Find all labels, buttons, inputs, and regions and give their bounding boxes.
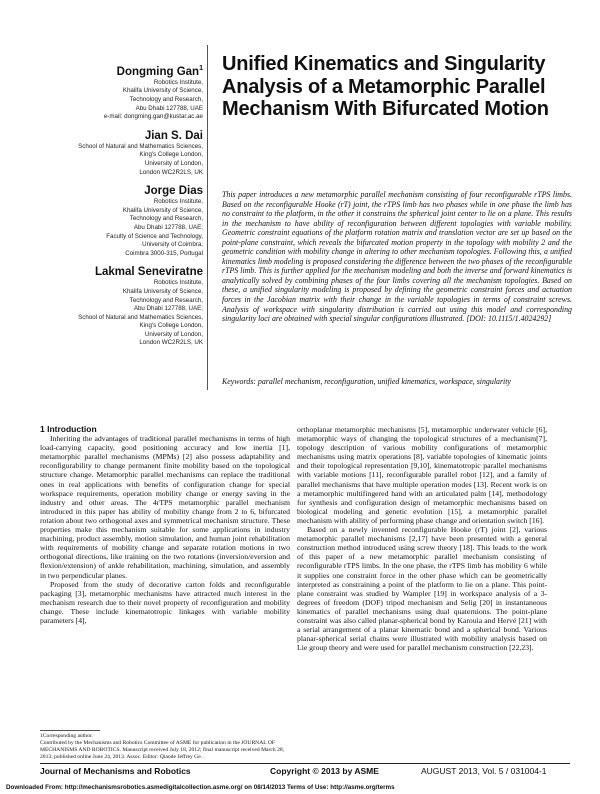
- author-affiliation-line: School of Natural and Mathematics Sciences,: [78, 313, 203, 321]
- author-affiliation-line: London WC2R2LS, UK: [139, 339, 203, 347]
- footer-issue: AUGUST 2013, Vol. 5 / 031004-1: [421, 766, 547, 776]
- abstract: This paper introduces a new metamorphic parallel mechanism consisting of four reconfigurable rTPS limbs. Based on the reconfigurable Hooke (rT) joint, the rTPS limb has two phases while in one phase the limb has no constraint to the platform, in the other it constrains the spherical joint center to lie on a plane. This results in the mechanism to have ability of reconfiguration between different topologies with variable mobility. Geometric constraint equations of the platform rotation matrix and translation vector are set up based on the point-plane constraint, which reveals the bifurcated motion property in the topology with mobility 2 and the geometric condition with mobility change in altering to other mechanism topologies. Following this, a unified kinematics limb modeling is proposed considering the difference between the two phases of the reconfigurable rTPS limb. This is further applied for the mechanism modeling and both the inverse and forward kinematics is analytically solved by combining phases of the four limbs covering all the mechanism topologies. Based on these, a unified singularity modeling is proposed by defining the geometric constraint forces and actuation forces in the Jacobian matrix with their change in the variable topologies in terms of constraint screws. Analysis of workspace with singularity distribution is carried out using this model and corresponding singularity loci are obtained with special singular configurations illustrated. [DOI: 10.1115/1.4024292]: [222, 190, 572, 324]
- author-affiliation-line: Technology and Research,: [129, 96, 203, 104]
- author-affiliation-line: Technology and Research,: [129, 215, 203, 223]
- body-paragraph: Inheriting the advantages of traditional parallel mechanisms in terms of high load-carrying capacity, good positioning accuracy and low inertia [1], metamorphic parallel mechanisms (MPMs) [2] also possess adaptability and reconfigurability to change permanent finite mobility based on the topological structure change. Metamorphic parallel mechanisms can replace the traditional ones in real applications with benefits of configuration change for special workspace requirements, operation mobility change or energy saving in the industry and other areas. The 4rTPS metamorphic parallel mechanism introduced in this paper has ability of mobility change from 2 to 6, bifurcated rotation about two orthogonal axes and symmetrical mechanism structure. These properties make this mechanism suitable for some applications in industry machining, product assembly, motion simulation, and human joint rehabilitation with requirements of mobility change and separate rotation motions in two orthogonal directions, like training on the two rotations (inversion/eversion and flexion/extension) of ankle rehabilitation, machining, simulation, and assembly in two perpendicular planes.: [40, 434, 290, 580]
- author-affiliation-line: Technology and Research,: [129, 296, 203, 304]
- author-affiliation-line: London WC2R2LS, UK: [139, 168, 203, 176]
- author-block: [40, 62, 203, 122]
- author-block: [40, 129, 203, 177]
- author-affiliation-line: Khalifa University of Science,: [122, 87, 203, 95]
- author-affiliation-line: Abu Dhabi 127788, UAE;: [133, 223, 203, 231]
- footnote-divider: [40, 730, 100, 731]
- keywords: Keywords: parallel mechanism, reconfiguration, unified kinematics, workspace, singularity: [222, 377, 511, 386]
- author-block: [40, 184, 203, 258]
- author-affiliation-line: Robotics Institute,: [153, 78, 203, 86]
- body-paragraph: Proposed from the study of decorative carton folds and reconfigurable packaging [3], metamorphic mechanisms have attracted much interest in the mechanism research due to their novel property of reconfiguration and mobility change. These include kinematotropic linkages with variable mobility parameters [4],: [40, 579, 290, 625]
- author-affiliation-line: Khalifa University of Science,: [122, 287, 203, 295]
- author-affiliation-line: King's College London,: [139, 151, 203, 159]
- download-notice[interactable]: Downloaded From: http://mechanismsrobotics.asmedigitalcollection.asme.org/ on 08/14/2013 Terms of Use: http://asme.org/terms: [6, 784, 395, 791]
- author-affiliation-line: Robotics Institute,: [153, 279, 203, 287]
- author-name: Jorge Dias: [144, 185, 203, 198]
- footer-copyright: Copyright © 2013 by ASME: [270, 766, 379, 776]
- footer-divider: [40, 763, 570, 764]
- author-affiliation-line: University of Coimbra,: [142, 241, 203, 249]
- header-divider: [207, 45, 208, 390]
- author-affiliation-line: University of London,: [144, 159, 203, 167]
- paper-title: Unified Kinematics and Singularity Analysis of a Metamorphic Parallel Mechanism With Bifurcated Motion: [222, 53, 549, 120]
- author-affiliation-line: Faculty of Science and Technology,: [106, 232, 203, 240]
- footnote: [40, 733, 290, 761]
- author-email[interactable]: e-mail: dongming.gan@kustar.ac.ae: [103, 113, 203, 121]
- author-affiliation-line: School of Natural and Mathematics Sciences,: [78, 142, 203, 150]
- body-column-right: [297, 425, 547, 652]
- author-affiliation-line: Robotics Institute,: [153, 198, 203, 206]
- author-block: [40, 265, 203, 348]
- author-list: [40, 62, 203, 355]
- section-heading: 1 Introduction: [40, 424, 97, 434]
- author-affiliation-line: Coimbra 3000-315, Portugal: [125, 249, 203, 257]
- footer-journal-name: Journal of Mechanisms and Robotics: [40, 766, 191, 776]
- author-affiliation-line: King's College London,: [139, 322, 203, 330]
- author-name: Jian S. Dai: [144, 129, 203, 142]
- author-name: Lakmal Seneviratne: [94, 266, 203, 279]
- body-paragraph: Based on a newly invented reconfigurable Hooke (rT) joint [2], various metamorphic parallel mechanisms [2,17] have been presented with a general construction method introduced using screw theory [18]. This leads to the work of this paper of a new metamorphic parallel mechanism consisting of reconfigurable rTPS limbs. In the one phase, the rTPS limb has mobility 6 while it supplies one constraint force in the other phase which can be geometrically interpreted as constraining a point of the platform to lie on a plane. This point-plane constraint was studied by Wampler [19] in workspace analysis of a 3-degrees of freedom (DOF) tripod mechanism and Selig [20] in instantaneous kinematics of parallel mechanisms using dual quaternions. The point-plane constraint was also called planar-spherical bond by Karouia and Hervé [21] with a serial arrangement of a planar kinematic bond and a spherical bond. Various planar-spherical serial chains were illustrated with mobility analysis based on Lie group theory and were used for parallel mechanism construction [22,23].: [297, 525, 547, 653]
- body-column-left: [40, 425, 290, 625]
- author-affiliation-line: Abu Dhabi 127788, UAE: [135, 104, 203, 112]
- author-affiliation-line: University of London,: [144, 330, 203, 338]
- author-affiliation-line: Abu Dhabi 127788, UAE;: [133, 305, 203, 313]
- author-affiliation-line: Khalifa University of Science,: [122, 206, 203, 214]
- footnote-line: Contributed by the Mechanisms and Robotics Committee of ASME for publication in the JOURNAL OF MECHANISMS AND ROBOTICS. Manuscript received July 18, 2012; final manuscript received March 28, 2013; published online June 24, 2013. Assoc. Editor: Qiaode Jeffrey Ge.: [40, 740, 285, 760]
- author-name: Dongming Gan$^1$: [116, 65, 203, 78]
- body-paragraph: orthoplanar metamorphic mechanisms [5], metamorphic underwater vehicle [6], metamorphic ways of changing the topological structures of a mechanism[7], topology description of various mobility configurations of metamorphic mechanisms using matrix operations [8], variable topologies of kinematic joints and their topological representation [9,10], kinematotropic parallel mechanisms with variable motions [11], reconfigurable parallel robot [12], and a family of parallel mechanisms that have multiple operation modes [13]. Recent work is on a metamorphic multifingered hand with an articulated palm [14], methodology for synthesis and configuration design of metamorphic mechanisms based on biological modeling and genetic evolution [15], a metamorphic parallel mechanism with ability of performing phase change and orientation switch [16].: [297, 425, 547, 525]
- footnote-line: 1Corresponding author.: [40, 733, 93, 739]
